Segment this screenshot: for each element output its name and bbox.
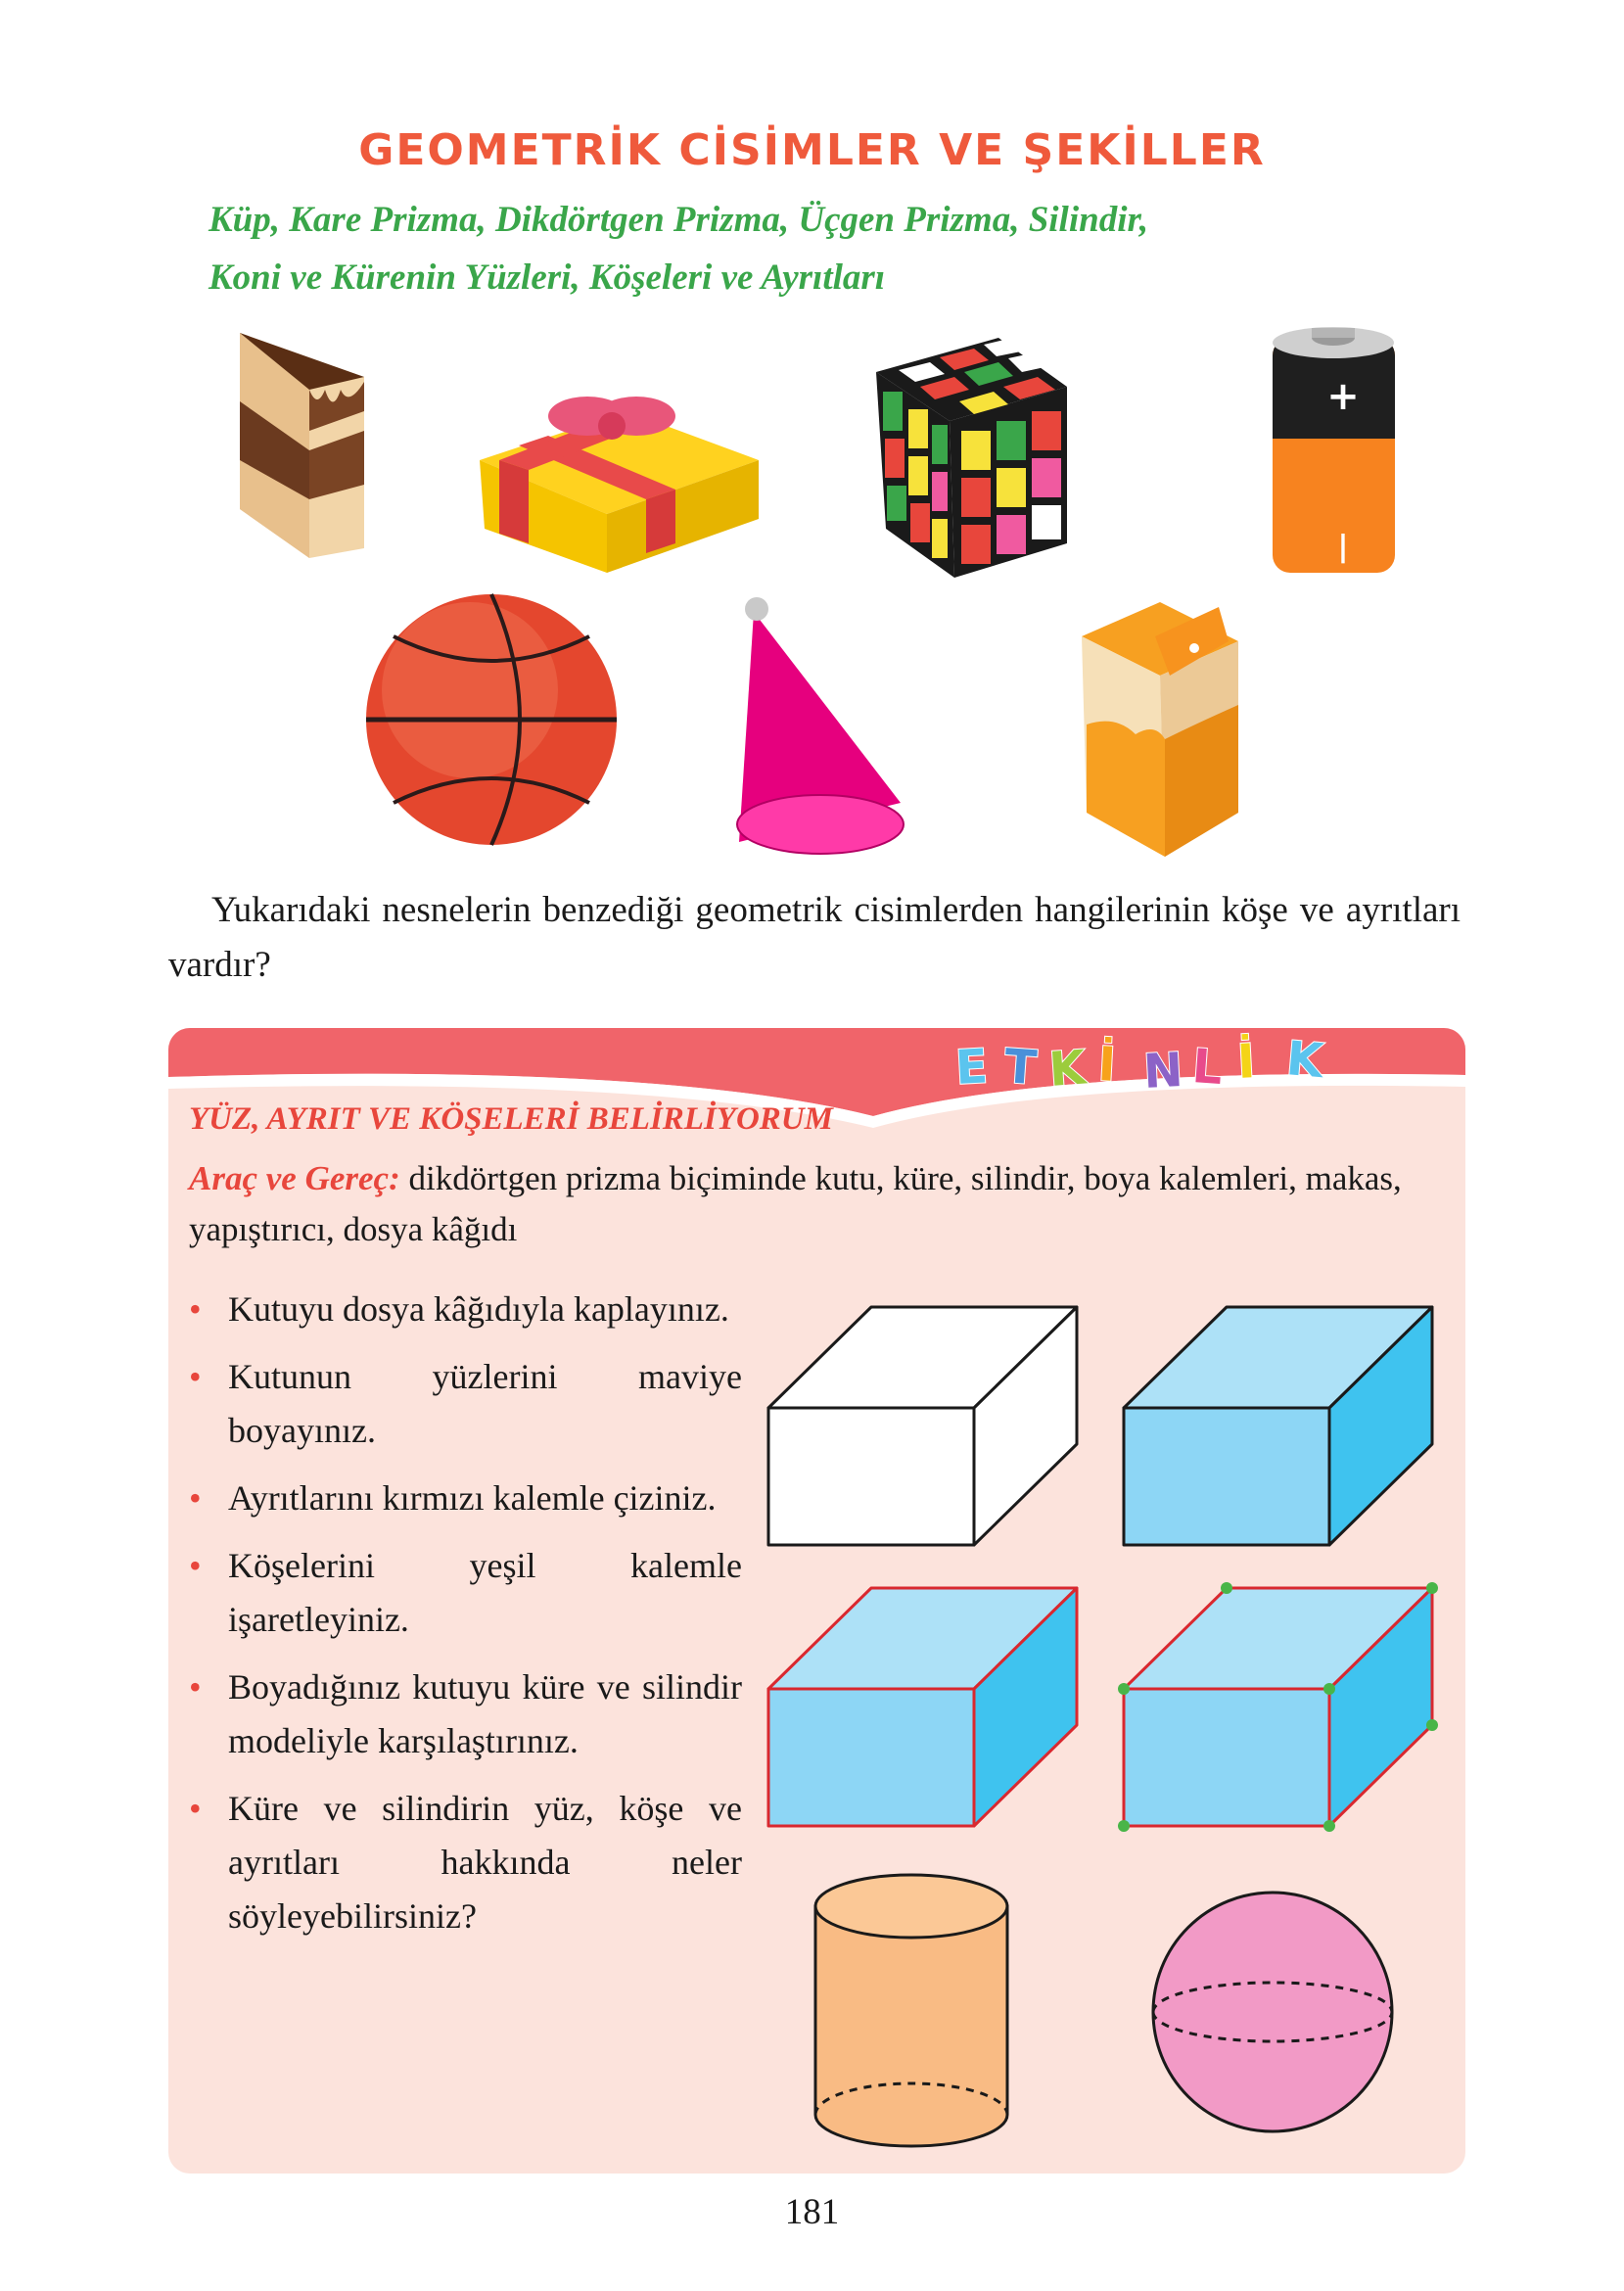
step-text: Kutuyu dosya kâğıdıyla kaplayınız. <box>228 1289 729 1329</box>
badge-letter: İ <box>1235 1034 1257 1090</box>
page-number: 181 <box>784 2192 840 2232</box>
blue-prism <box>1124 1307 1432 1545</box>
bullet: • <box>189 1478 202 1518</box>
bullet: • <box>189 1789 202 1828</box>
cylinder <box>815 1875 1007 2146</box>
step-text: Kutunun yüzlerini maviye boyayınız. <box>228 1357 742 1450</box>
step-text: Köşelerini yeşil kalemle işaretleyiniz. <box>228 1546 742 1639</box>
page-title: GEOMETRİK CİSİMLER VE ŞEKİLLER <box>358 125 1266 175</box>
badge-letter: T <box>1002 1039 1039 1097</box>
step-text: Ayrıtlarını kırmızı kalemle çiziniz. <box>228 1478 717 1518</box>
subtitle-line-2: Koni ve Kürenin Yüzleri, Köşeleri ve Ayrıtları <box>209 257 886 298</box>
badge-letter: N <box>1141 1042 1184 1099</box>
subtitle-line-1: Küp, Kare Prizma, Dikdörtgen Prizma, Üçgen Prizma, Silindir, <box>209 200 1149 240</box>
white-prism <box>768 1307 1077 1545</box>
battery-minus-label: | <box>1337 530 1349 564</box>
bullet: • <box>189 1667 202 1707</box>
materials-label: Araç ve Gereç: <box>189 1159 400 1197</box>
vertex-prism <box>1124 1588 1432 1826</box>
materials-list: dikdörtgen prizma biçiminde kutu, küre, silindir, boya kalemleri, makas, yapıştırıcı, dosya kâğıdı <box>189 1159 1402 1248</box>
bullet: • <box>189 1357 202 1396</box>
step-text: Küre ve silindirin yüz, köşe ve ayrıtları hakkında neler söyleyebilirsiniz? <box>228 1789 742 1936</box>
badge-letter: K <box>1283 1031 1325 1090</box>
activity-title: YÜZ, AYRIT VE KÖŞELERİ BELİRLİYORUM <box>189 1101 833 1137</box>
badge-letter: L <box>1190 1039 1225 1097</box>
battery-plus-label: + <box>1326 374 1360 419</box>
sphere <box>1153 1893 1392 2131</box>
red-edge-prism <box>768 1588 1077 1826</box>
badge-letter: E <box>953 1039 990 1096</box>
bullet: • <box>189 1289 202 1329</box>
badge-letter: K <box>1046 1040 1088 1098</box>
badge-letter: İ <box>1096 1037 1118 1093</box>
bullet: • <box>189 1546 202 1585</box>
question-text: Yukarıdaki nesnelerin benzediği geometrik cisimlerden hangilerinin köşe ve ayrıtları vardır? <box>168 890 1461 985</box>
step-text: Boyadığınız kutuyu küre ve silindir modeliyle karşılaştırınız. <box>228 1667 742 1760</box>
